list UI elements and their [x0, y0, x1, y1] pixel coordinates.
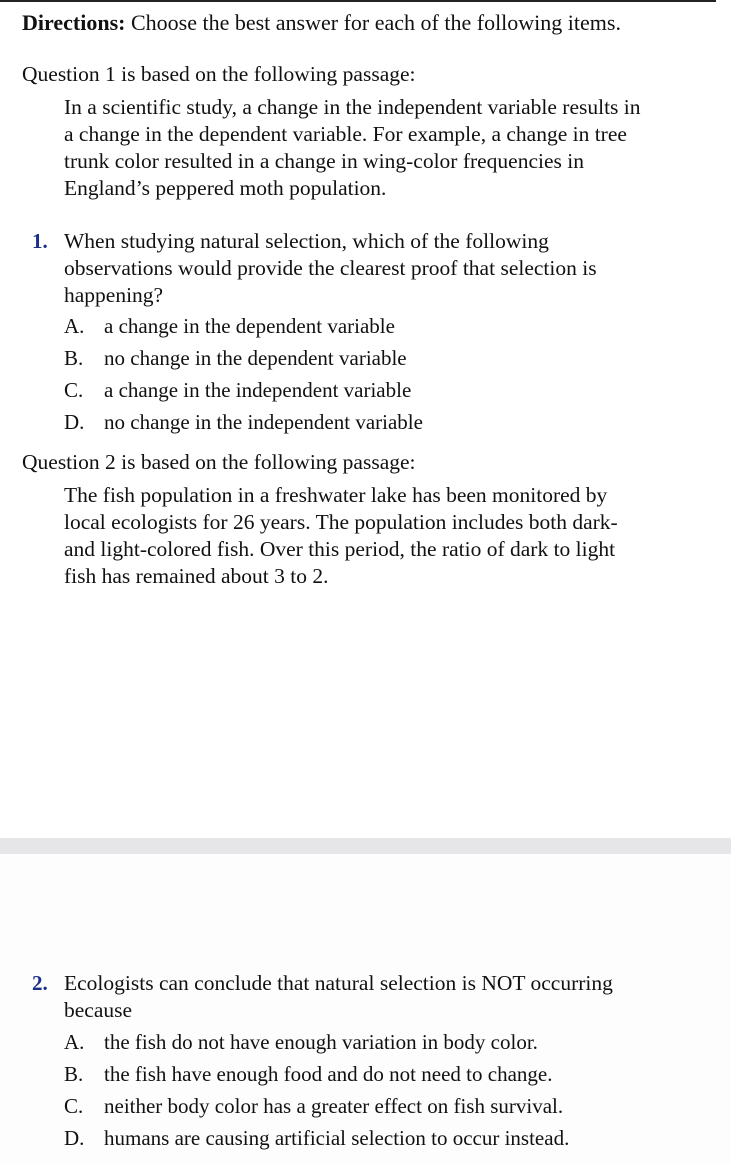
choice-text: neither body color has a greater effect on fish survival.: [104, 1094, 564, 1118]
directions-text: Choose the best answer for each of the following items.: [125, 10, 621, 35]
question1-stem-line: observations would provide the clearest proof that selection is: [64, 256, 597, 280]
choice-text: a change in the independent variable: [104, 378, 412, 402]
directions: [22, 9, 621, 36]
question1-stem-line: happening?: [64, 283, 164, 307]
top-rule: [0, 0, 716, 2]
choice-letter: D.: [64, 410, 85, 434]
question1-number: 1.: [32, 229, 48, 253]
passage1-line: a change in the dependent variable. For example, a change in tree: [64, 122, 627, 146]
passage2-intro: Question 2 is based on the following passage:: [22, 450, 416, 474]
passage2-line: local ecologists for 26 years. The population includes both dark-: [64, 510, 618, 534]
directions-label: Directions:: [22, 10, 126, 35]
question1-stem-line: When studying natural selection, which of the following: [64, 229, 549, 253]
choice-text: humans are causing artificial selection to occur instead.: [104, 1126, 570, 1150]
choice-text: the fish have enough food and do not need to change.: [104, 1062, 553, 1086]
question2-number: 2.: [32, 971, 48, 995]
question2-stem-line: Ecologists can conclude that natural selection is NOT occurring: [64, 971, 613, 995]
choice-letter: B.: [64, 346, 84, 370]
choice-letter: D.: [64, 1126, 85, 1150]
question2-stem-line: because: [64, 998, 133, 1022]
choice-text: the fish do not have enough variation in body color.: [104, 1030, 538, 1054]
passage1-line: trunk color resulted in a change in wing-color frequencies in: [64, 149, 584, 173]
choice-letter: C.: [64, 378, 84, 402]
passage1-intro: Question 1 is based on the following passage:: [22, 62, 416, 86]
passage2-line: fish has remained about 3 to 2.: [64, 564, 329, 588]
passage2-line: and light-colored fish. Over this period, the ratio of dark to light: [64, 537, 616, 561]
choice-text: a change in the dependent variable: [104, 314, 395, 338]
choice-letter: A.: [64, 314, 85, 338]
choice-letter: C.: [64, 1094, 84, 1118]
choice-letter: A.: [64, 1030, 85, 1054]
choice-text: no change in the dependent variable: [104, 346, 407, 370]
passage1-line: England’s peppered moth population.: [64, 176, 387, 200]
passage2-line: The fish population in a freshwater lake has been monitored by: [64, 483, 608, 507]
passage1-line: In a scientific study, a change in the independent variable results in: [64, 95, 641, 119]
choice-letter: B.: [64, 1062, 84, 1086]
choice-text: no change in the independent variable: [104, 410, 423, 434]
page-break: [0, 838, 731, 854]
